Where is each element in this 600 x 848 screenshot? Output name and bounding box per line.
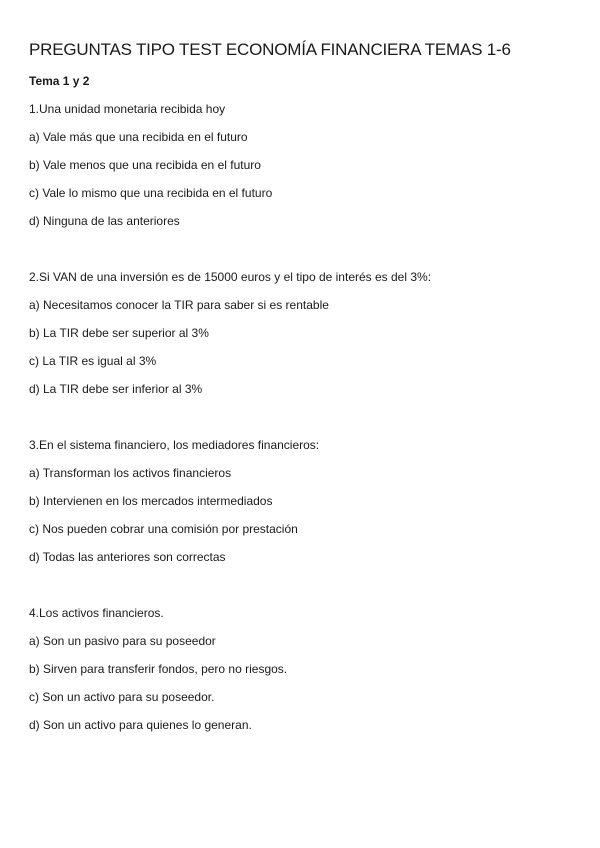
question-2-option-d: d) La TIR debe ser inferior al 3%: [29, 382, 203, 396]
question-3-option-b: b) Intervienen en los mercados intermediados: [29, 494, 273, 508]
question-1-option-c: c) Vale lo mismo que una recibida en el futuro: [29, 186, 273, 200]
document-title: PREGUNTAS TIPO TEST ECONOMÍA FINANCIERA TEMAS 1-6: [29, 40, 511, 59]
section-heading: Tema 1 y 2: [29, 74, 90, 88]
question-4-option-b: b) Sirven para transferir fondos, pero no riesgos.: [29, 662, 288, 676]
question-3-option-c: c) Nos pueden cobrar una comisión por prestación: [29, 522, 298, 536]
question-2-option-a: a) Necesitamos conocer la TIR para saber si es rentable: [29, 298, 329, 312]
question-1-option-a: a) Vale más que una recibida en el futuro: [29, 130, 248, 144]
question-3-prompt: 3.En el sistema financiero, los mediadores financieros:: [29, 438, 320, 452]
question-2-option-c: c) La TIR es igual al 3%: [29, 354, 157, 368]
question-1-option-b: b) Vale menos que una recibida en el futuro: [29, 158, 261, 172]
question-3-option-a: a) Transforman los activos financieros: [29, 466, 232, 480]
question-2-prompt: 2.Si VAN de una inversión es de 15000 euros y el tipo de interés es del 3%:: [29, 270, 432, 284]
question-4-option-d: d) Son un activo para quienes lo generan.: [29, 718, 252, 732]
question-3-option-d: d) Todas las anteriores son correctas: [29, 550, 226, 564]
question-1-prompt: 1.Una unidad monetaria recibida hoy: [29, 102, 226, 116]
question-4-option-c: c) Son un activo para su poseedor.: [29, 690, 215, 704]
question-4-prompt: 4.Los activos financieros.: [29, 606, 164, 620]
question-4-option-a: a) Son un pasivo para su poseedor: [29, 634, 216, 648]
question-1-option-d: d) Ninguna de las anteriores: [29, 214, 180, 228]
question-2-option-b: b) La TIR debe ser superior al 3%: [29, 326, 209, 340]
